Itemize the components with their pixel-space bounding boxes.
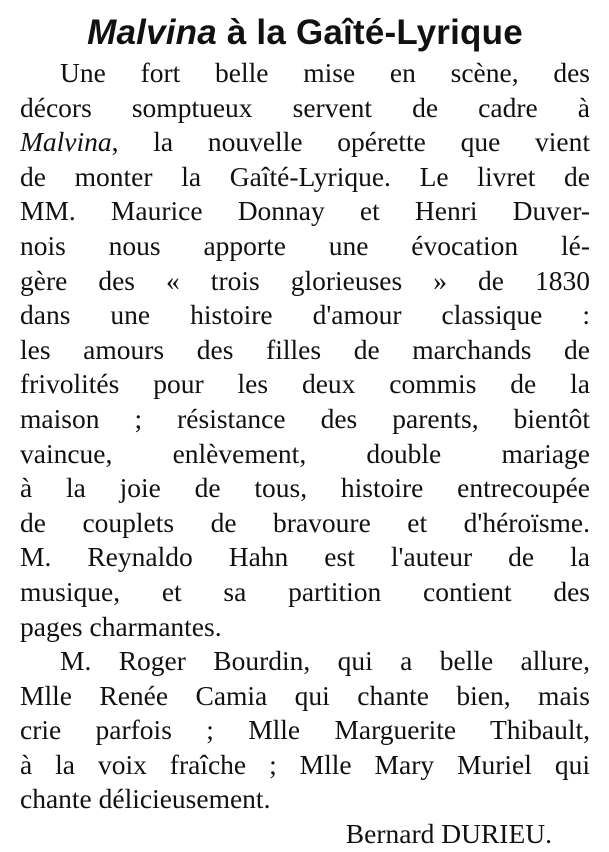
operetta-title-inline: Malvina xyxy=(20,126,112,158)
text-line: frivolités pour les deux commis de la xyxy=(20,368,590,400)
text-line: nois nous apporte une évocation lé- xyxy=(20,229,590,261)
text-line: à la voix fraîche ; Mlle Mary Muriel qui xyxy=(20,748,590,780)
text-line: maison ; résistance des parents, bientôt xyxy=(20,402,590,434)
text-line: dans une histoire d'amour classique : xyxy=(20,299,590,331)
text-line: gère des « trois glorieuses » de 1830 xyxy=(20,264,590,296)
article-headline xyxy=(20,12,590,54)
headline-operetta-title: Malvina xyxy=(87,13,217,52)
headline-venue: à la Gaîté-Lyrique xyxy=(216,13,523,52)
text-line: Une fort belle mise en scène, des xyxy=(60,57,590,88)
author-signature: Bernard DURIEU. xyxy=(345,818,552,850)
text-line: M. Reynaldo Hahn est l'auteur de la xyxy=(20,541,590,573)
text-line: MM. Maurice Donnay et Henri Duver- xyxy=(20,195,590,227)
paragraph-2 xyxy=(20,644,590,817)
text-line: décors somptueux servent de cadre à xyxy=(20,91,590,123)
text-line: chante délicieusement. xyxy=(20,783,271,815)
text-line: de monter la Gaîté-Lyrique. Le livret de xyxy=(20,160,590,192)
text-line: Mlle Renée Camia qui chante bien, mais xyxy=(20,679,590,711)
text-line: de couplets de bravoure et d'héroïsme. xyxy=(20,506,590,538)
paragraph-1 xyxy=(20,56,590,644)
text-line: M. Roger Bourdin, qui a belle allure, xyxy=(60,645,590,677)
text-line xyxy=(20,125,590,160)
article-body xyxy=(20,56,590,817)
text-line: à la joie de tous, histoire entrecoupée xyxy=(20,472,590,504)
text-line-rest: , la nouvelle opérette que vient xyxy=(111,126,590,158)
article xyxy=(20,12,590,852)
text-line: les amours des filles de marchands de xyxy=(20,333,590,365)
text-line: musique, et sa partition contient des xyxy=(20,575,590,607)
text-line: pages charmantes. xyxy=(20,610,222,642)
text-line: vaincue, enlèvement, double mariage xyxy=(20,437,590,469)
text-line: crie parfois ; Mlle Marguerite Thibault, xyxy=(20,714,590,746)
